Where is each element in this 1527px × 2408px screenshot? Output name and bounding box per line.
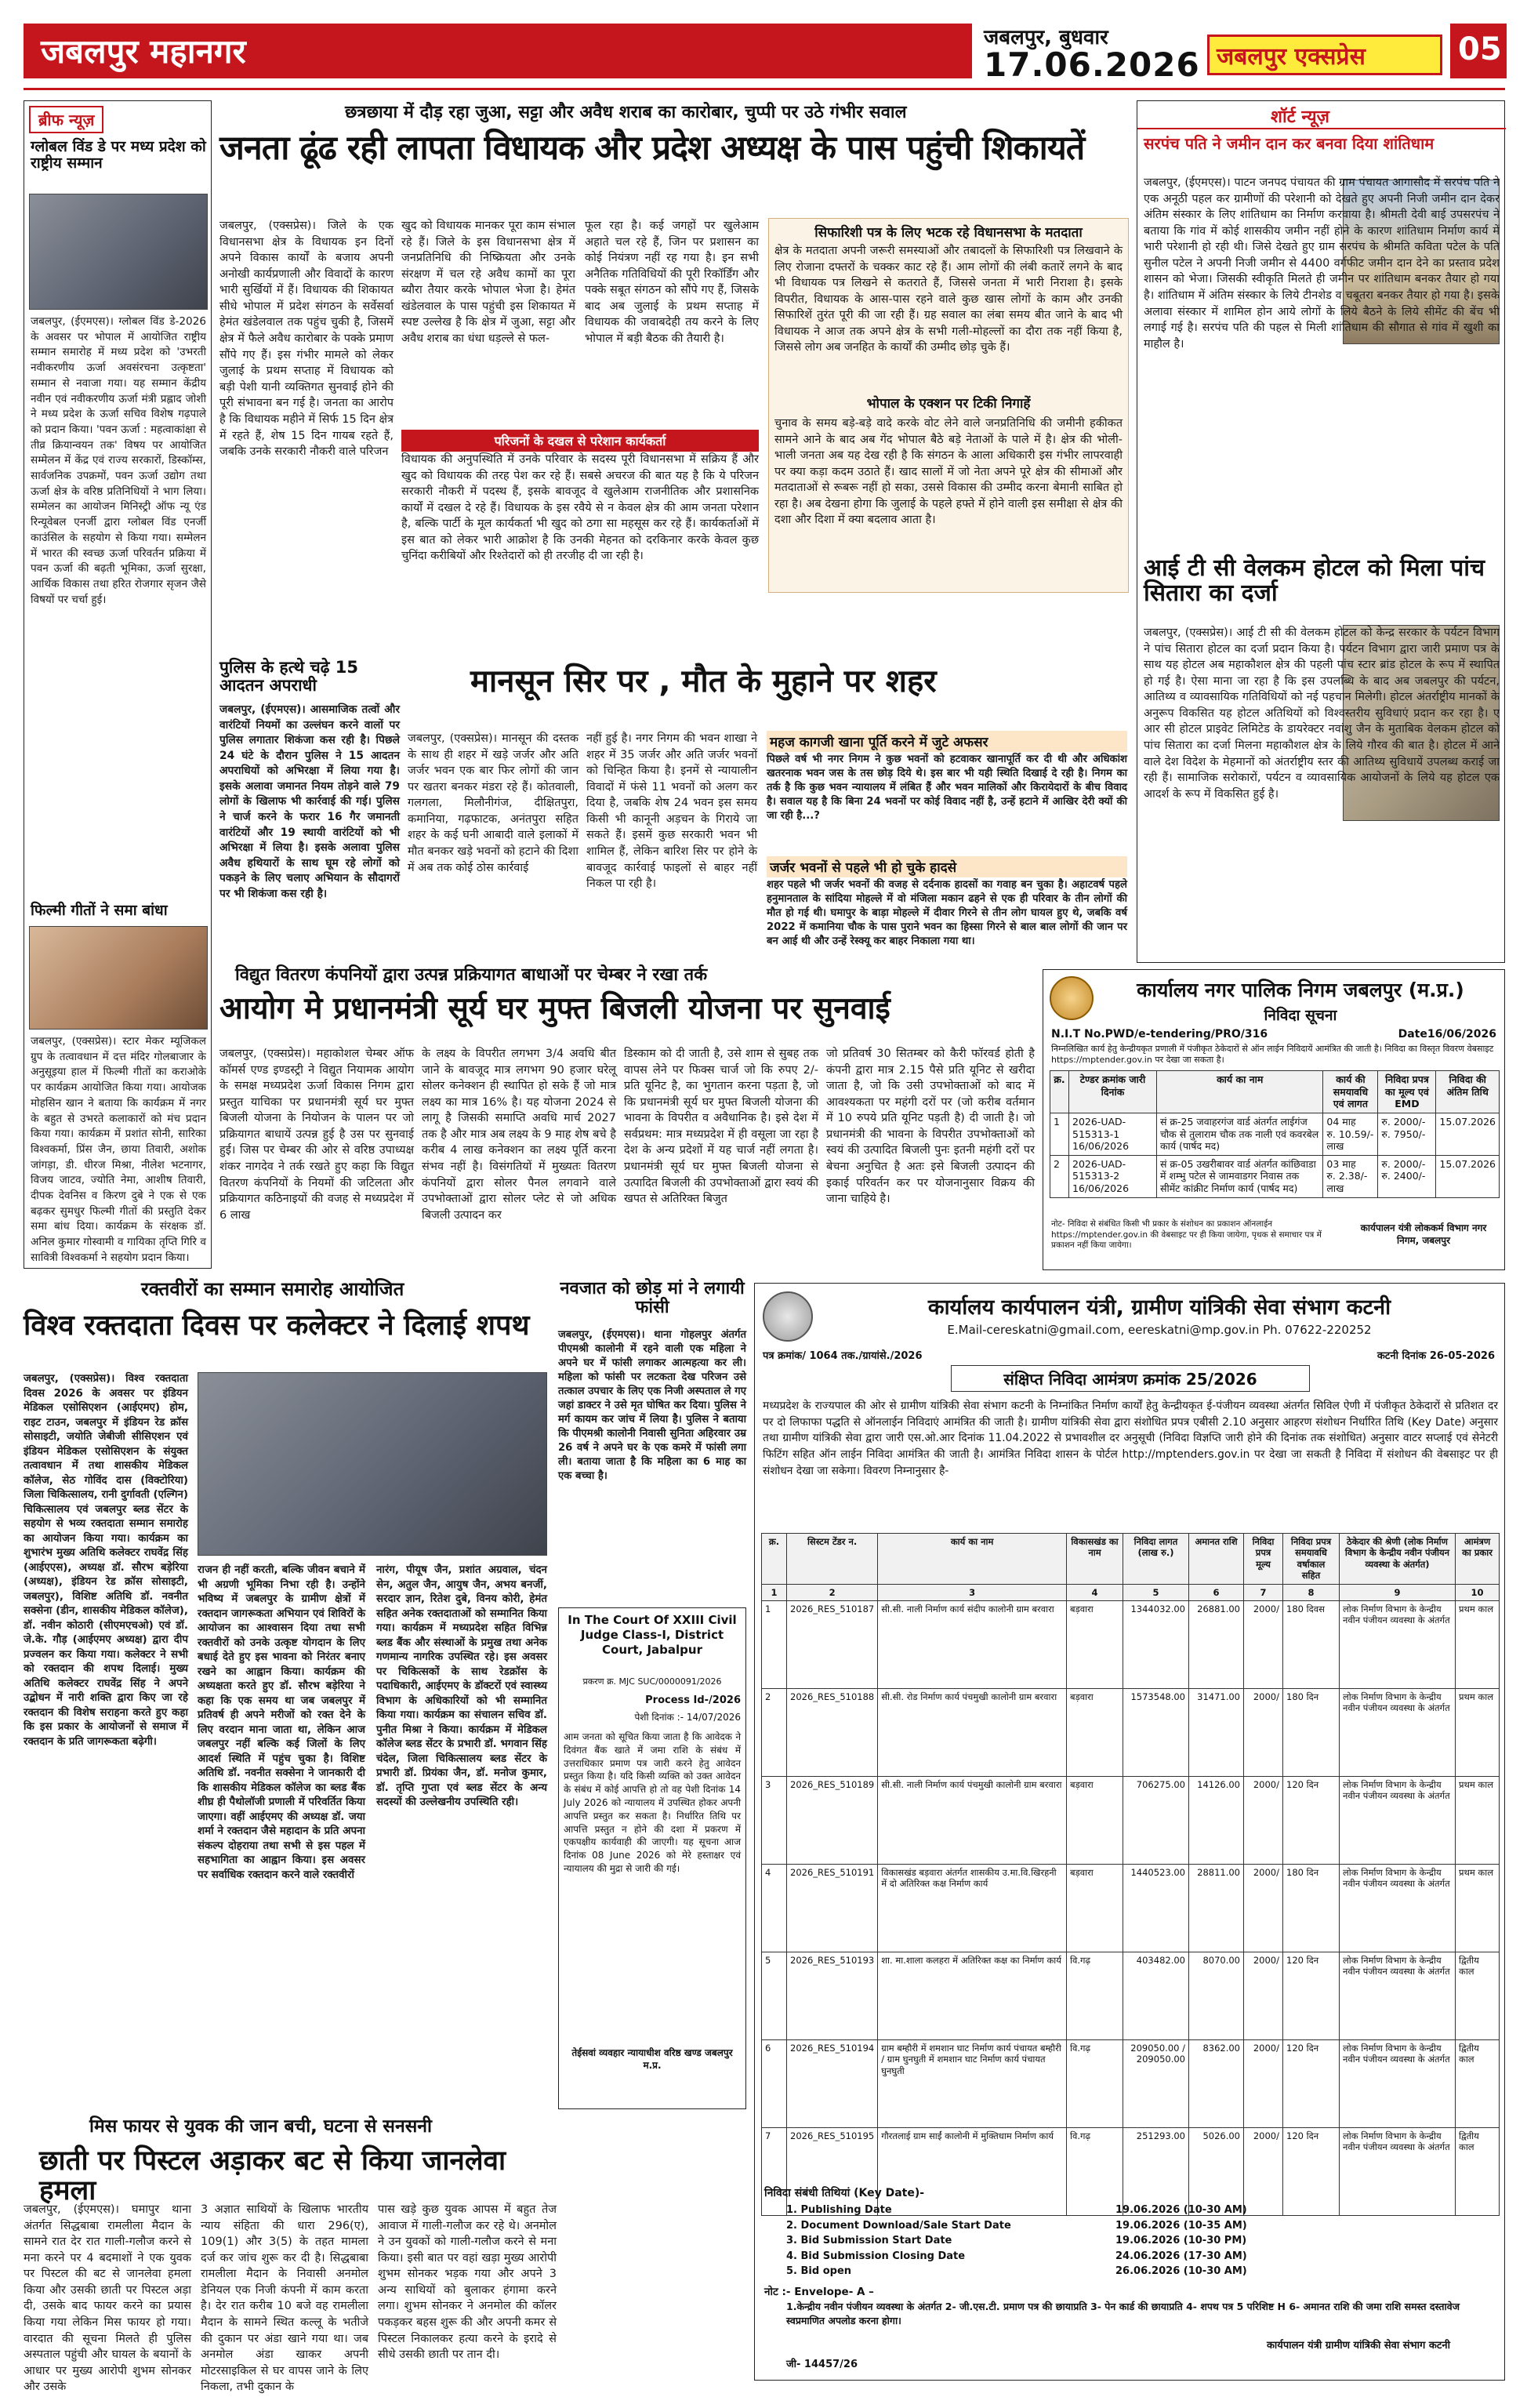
lead-headline: जनता ढूंढ रही लापता विधायक और प्रदेश अध्यक्ष के पास पहुंची शिकायतें [219, 129, 1085, 168]
tender2-logo [763, 1291, 813, 1342]
pistol-col-1: जबलपुर, (ईएमएस)। घमापुर थाना अंतर्गत सिद्धबाबा रामलीला मैदान के सामने रात देर रात गाली-गलौज करने से मना करने पर 4 बदमाशों ने एक युवक पर पिस्टल की बट से जानलेवा हमला किया और उसकी छाती पर पिस्टल अड़ा दी, उसके बाद फायर करने का प्रयास किया गया लेकिन मिस फायर हो गया। वारदात की सूचना मिलते ही पुलिस अस्पताल पहुंची और घायल के बयानों के आधार पर मुख्य आरोपी शुभम सोनकर और उसके [24, 2203, 191, 2394]
blood-kicker: रक्तवीरों का सम्मान समारोह आयोजित [141, 1278, 404, 1300]
t2-cell-cost: 1573548.00 [1123, 1688, 1189, 1776]
t1-r2-fee: रु. 2000/- [1381, 1157, 1426, 1170]
keydate-row [786, 2264, 1288, 2279]
city-day: जबलपुर, बुधवार [984, 26, 1108, 49]
section-title: जबलपुर महानगर [41, 32, 246, 71]
tender1-office: कार्यालय नगर पालिक निगम जबलपुर (म.प्र.) [1137, 979, 1464, 1001]
lead-col-1: जबलपुर, (एक्सप्रेस)। जिले के एक विधानसभा क्षेत्र के विधायक इन दिनों अपने विकास कार्यों के बजाय अपनी अनोखी कार्यप्रणाली और विवादों के कारण भारी सुर्खियों में हैं। विधायक की शिकायत सीधे भोपाल में प्रदेश संगठन के सर्वेसर्वा हेमंत खंडेलवाल तक पहुंच चुकी है, जिसमें क्षेत्र में फैले अवैध कारोबार के पक्के प्रमाण सौंपे गए हैं। इस गंभीर मामले को लेकर जुलाई के प्रथम सप्ताह में विधायक को बड़ी पेशी यानी व्यक्तिगत सुनवाई होने की पूरी संभावना बन गई है। जनता का आरोप है कि विधायक महीने में सिर्फ 15 दिन क्षेत्र में रहते हैं, शेष 15 दिन गायब रहते हैं, जबकि उनके सरकारी नौकरी वाले परिजन [219, 220, 394, 459]
brief-1-headline: ग्लोबल विंड डे पर मध्य प्रदेश को राष्ट्रीय सम्मान [31, 138, 206, 172]
table-row [762, 1864, 1500, 1952]
t2-cell-block: वि.गढ़ [1067, 2127, 1123, 2215]
short-column [1137, 100, 1505, 963]
lead-sub-1: परिजनों के दखल से परेशान कार्यकर्ता [401, 430, 759, 452]
tender1-note: नोट- निविदा से संबंधित किसी भी प्रकार के संशोधन का प्रकाशन ऑनलाईन https://mptender.gov.in की वेबसाइट पर ही किया जायेगा, पृथक से समाचार पत्र में प्रकाशन नहीं किया जायेगा। [1051, 1219, 1322, 1251]
t2-cell-no: 7 [762, 2127, 787, 2215]
lead-sub-1-body: विधायक की अनुपस्थिति में उनके परिवार के सदस्य पूरी विधानसभा में सक्रिय हैं और खुद को विधायक की तरह पेश कर रहे हैं। सबसे अचरज की बात यह है कि ये परिजन सरकारी नौकरी में पदस्थ हैं, इसके बावजूद वे खुलेआम राजनीतिक और प्रशासनिक कार्यों में दखल दे रहे हैं। विधायक के इस रवैये से न केवल क्षेत्र की आम जनता परेशान है, बल्कि पार्टी के मूल कार्यकर्ता भी खुद को ठगा सा महसूस कर रहे हैं। कार्यकर्ताओं में इस बात को लेकर भारी आक्रोश है कि उनकी मेहनत को दरकिनार करके केवल कुछ चुनिंदा करीबियों और रिश्तेदारों को ही तरजीह दी जा रही है। [401, 453, 759, 563]
t1-r2-no: 2 [1050, 1155, 1069, 1197]
t2-cell-emd: 8070.00 [1189, 1952, 1244, 2039]
keydate-value: 19.06.2026 (10-30 AM) [1115, 2204, 1247, 2216]
t1-h-id: टेण्डर क्रमांक जारी दिनांक [1069, 1071, 1157, 1113]
t2-cell-cost: 251293.00 [1123, 2127, 1189, 2215]
t2-cell-type: द्वितीय काल [1456, 2127, 1500, 2215]
t2-cell-cat: लोक निर्माण विभाग के केन्द्रीय नवीन पंजीयन व्यवस्था के अंतर्गत [1340, 1776, 1456, 1864]
lead-col-2: खुद को विधायक मानकर पूरा काम संभाल रहे हैं। जिले के इस विधानसभा क्षेत्र में जनप्रतिनिधि की निष्क्रियता और उनके संरक्षण में चल रहे अवैध कामों का पूरा ब्यौरा तैयार करके भोपाल भेजा है। हेमंत खंडेलवाल के पास पहुंची इस शिकायत में स्पष्ट उल्लेख है कि क्षेत्र में जुआ, सट्टा और अवैध शराब का धंधा धड़ल्ले से फल- [401, 220, 575, 346]
t2-cell-emd: 26881.00 [1189, 1600, 1244, 1688]
solar-story [219, 966, 1035, 1270]
t1-r1-last: 15.07.2026 [1436, 1113, 1500, 1155]
ceremony-photo [198, 1372, 547, 1556]
monsoon-headline: मानसून सिर पर , मौत के मुहाने पर शहर [470, 663, 937, 699]
t2-cell-type: प्रथम काल [1456, 1776, 1500, 1864]
blood-headline: विश्व रक्तदाता दिवस पर कलेक्टर ने दिलाई शपथ [24, 1309, 530, 1342]
pistol-col-2: 3 अज्ञात साथियों के खिलाफ भारतीय न्याय संहिता की धारा 296(ए), 109(1) और 3(5) के तहत मामला दर्ज कर जांच शुरू कर दी है। सिद्धबाबा रामलीला मैदान के निवासी अनमोल डेनियल एक निजी कंपनी में काम करता है। देर रात करीब 10 बजे वह रामलीला मैदान के सामने स्थित कल्लू के भतीजे की दुकान पर अंडा खाने गया था। जब अनमोल अंडा खाकर अपनी मोटरसाइकिल से घर वापस जाने के लिए निकला, तभी दुकान के [201, 2203, 368, 2394]
t2-cell-work: सी.सी. रोड निर्माण कार्य पंचमुखी कालोनी ग्राम बरवारा [878, 1688, 1067, 1776]
t2-cell-id: 2026_RES_510193 [787, 1952, 878, 2039]
tender1-title: निविदा सूचना [1264, 1007, 1337, 1024]
t1-r1-id-cell [1069, 1113, 1157, 1155]
solar-col-3: डिस्काम को दी जाती है, उसे शाम से सुबह तक वापस लेने पर फिक्स चार्ज जो कि रुपए 2/- प्रति यूनिट है, का भुगतान करना पड़ता है, जो कि प्रधानमंत्री सूर्य घर मुफ्त बिजली योजना की भावना के विपरीत व अवैधानिक है। इसे देश में सर्वप्रथम: मात्र मध्यप्रदेश में ही वसूला जा रहा है देश के अन्य प्रदेशों में यह चार्ज नहीं लगता है। प्रधानमंत्री सूर्य घर मुफ्त बिजली योजना से उत्पादित बिजली की उपभोक्ताओं द्वारा स्वयं की खपत से अतिरिक्त बिजुत [624, 1048, 818, 1206]
t1-r1-id: 2026-UAD-515313-1 [1072, 1115, 1126, 1140]
t1-r2-period-cell [1323, 1155, 1378, 1197]
t2-h-emd: अमानत राशि [1189, 1534, 1244, 1585]
keydate-row [786, 2233, 1288, 2249]
t1-r2-id: 2026-UAD-515313-2 [1072, 1157, 1126, 1182]
monsoon-col-2: नहीं हुई है। नगर निगम की भवन शाखा ने शहर में 35 जर्जर और अति जर्जर भवनों को चिन्हित किया है। इनमें से न्यायालीन विवादों में फंसे 11 भवनों को अलग कर दिया है, जबकि शेष 24 भवन इस समय किसी भी कानूनी अड़चन के गिराये जा सकते हैं। इसमें कुछ सरकारी भवन भी शामिल हैं, लेकिन बारिश सिर पर होने के बावजूद कार्रवाई फाइलों से बाहर नहीं निकल पा रही है। [586, 732, 757, 891]
t2-h-id: सिस्टम टेंडर न. [787, 1534, 878, 1585]
keydate-row [786, 2218, 1288, 2234]
keydate-label: 5. Bid open [786, 2265, 852, 2277]
award-photo [29, 194, 208, 310]
t2-cell-fee: 2000/ [1244, 1600, 1283, 1688]
court-body: आम जनता को सूचित किया जाता है कि आवेदक ने दिवंगत बैंक खाते में जमा राशि के संबंध में उत्तराधिकार प्रमाण पत्र जारी करने हेतु आवेदन प्रस्तुत किया है। यदि किसी व्यक्ति को उक्त आवेदन के संबंध में कोई आपत्ति हो तो वह पेशी दिनांक 14 July 2026 को न्यायालय में उपस्थित होकर अपनी आपत्ति प्रस्तुत कर सकता है। निर्धारित तिथि पर आपत्ति प्रस्तुत न होने की दशा में प्रकरण में एकपक्षीय कार्यवाही की जाएगी। यह सूचना आज दिनांक 08 June 2026 को मेरे हस्ताक्षर एवं न्यायालय की मुद्रा से जारी की गई। [564, 1731, 741, 1874]
short-2-headline: आई टी सी वेलकम होटल को मिला पांच सितारा का दर्जा [1144, 554, 1485, 608]
pistol-story [24, 2116, 557, 2394]
monsoon-story [408, 659, 1129, 961]
t1-r1-cost: रु. 10.59/-लाख [1326, 1128, 1374, 1153]
tender2-mail: E.Mail-cereskatni@gmail.com, eereskatni@mp.gov.in Ph. 07622-220252 [947, 1323, 1372, 1337]
t2-cell-cat: लोक निर्माण विभाग के केन्द्रीय नवीन पंजीयन व्यवस्था के अंतर्गत [1340, 1952, 1456, 2039]
tender2-table-body [762, 1600, 1500, 2215]
short-2-body: जबलपुर, (एक्सप्रेस)। आई टी सी की वेलकम होटल को केन्द्र सरकार के पर्यटन विभाग ने पांच सितारा होटल का दर्जा प्रदान किया है। पर्यटन विभाग द्वारा जारी प्रमाण पत्र के साथ यह होटल अब महाकौशल क्षेत्र की पहली पांच स्टार ब्रांड होटल के रूप में स्थापित हो गई है। ऐसा माना जा रहा है कि इस उपलब्धि के बाद अब जबलपुर की पर्यटन, आतिथ्य व व्यावसायिक गतिविधियों को नई पहचान मिलेगी। होटल अंतर्राष्ट्रीय मानकों के अनुरूप विकसित यह होटल अतिथियों को विश्वस्तरीय सुविधाएं प्रदान कर रहा है। ए आर सी होटल प्राइवेट लिमिटेड के डायरेक्टर नवांशु जैन के मुताबिक वेलकम होटल को पांच सितारा का दर्जा मिलना महाकौशल क्षेत्र के लिये गौरव की बात है। होटल में आने वाले देश विदेश के मेहमानों को अंतर्राष्ट्रीय स्तर की आतिथ्य सुविधायें उपलब्ध कराई जा रही हैं। सामाजिक सरोकारों, पर्यटन व व्यावसायिक आयोजनों के लिये यह होटल एक आदर्श के रूप में विकसित हुई है। [1144, 627, 1500, 801]
t2-c3: 3 [878, 1584, 1067, 1600]
t2-h-type: आमंत्रण का प्रकार [1456, 1534, 1500, 1585]
tender1-table [1050, 1070, 1500, 1198]
solar-col-2: के लक्ष्य के विपरीत लगभग 3/4 अवधि बीत जाने के बावजूद मात्र लगभग 90 हजार घरेलू सोलर कनेक्शन ही स्थापित हो सके हैं जो मात्र लक्ष्य का मात्र 16% है। यह योजना 2024 से लागू है जिसकी समाप्ति अवधि मार्च 2027 तक है और मात्र अब लक्ष्य के 9 माह शेष बचे है करीब 4 लाख कनेक्शन का लक्ष्य पूर्ति करना संभव नहीं है। विसंगतियों में मुख्यतः वितरण कंपनियों द्वारा सोलर पैनल लगवाने वाले उपभोक्ताओं द्वारा सोलर प्लेट से जो अधिक बिजली उत्पादन कर [422, 1048, 616, 1222]
t2-cell-cost: 403482.00 [1123, 1952, 1189, 2039]
t1-r2-fee-cell [1378, 1155, 1436, 1197]
t1-r1-emd: रु. 7950/- [1381, 1128, 1426, 1140]
t2-cell-work: विकासखंड बड़वारा अंतर्गत शासकीय उ.मा.वि.खिरहनी में दो अतिरिक्त कक्ष निर्माण कार्य [878, 1864, 1067, 1952]
keydate-value: 26.06.2026 (10-30 AM) [1115, 2265, 1247, 2277]
t2-h-cat: ठेकेदार की श्रेणी (लोक निर्माण विभाग के केन्द्रीय नवीन पंजीयन व्यवस्था के अंतर्गत) [1340, 1534, 1456, 1585]
issue-date: 17.06.2026 [984, 45, 1200, 84]
t1-h-no: क्र. [1050, 1071, 1069, 1113]
monsoon-col-1: जबलपुर, (एक्सप्रेस)। मानसून की दस्तक के साथ ही शहर में खड़े जर्जर और अति जर्जर भवन एक बार फिर लोगों की जान पर खतरा बनकर मंडरा रहे हैं। कोतवाली, गलगला, मिलौनीगंज, दीक्षितपुरा, कमानिया, गढ़फाटक, अनंतपुरा सहित शहर के कई घनी आबादी वाले इलाकों में मौत बनकर खड़े भवनों को हटाने की दिशा में अब तक कोई ठोस कार्रवाई [408, 732, 579, 874]
tender2-note-title: नोट :- Envelope- A – [764, 2286, 874, 2298]
court-process: Process Id-/2026 [645, 1694, 741, 1706]
t1-h-last: निविदा की अंतिम तिथि [1436, 1071, 1500, 1113]
tender1-date: Date16/06/2026 [1398, 1028, 1496, 1041]
tender1-sign: कार्यपालन यंत्री लोककर्म विभाग नगर निगम, जबलपुर [1360, 1222, 1487, 1246]
t1-r2-work: सं क्र-05 उखरीबावर वार्ड अंतर्गत कांछिवाडा में शम्भु पटेल से जामवाडगर निवास तक सीमेंट कांक्रीट निर्माण कार्य (पार्षद मद) [1157, 1155, 1323, 1197]
keydate-value: 19.06.2026 (10-35 AM) [1115, 2219, 1247, 2232]
t2-cell-no: 1 [762, 1600, 787, 1688]
t2-cell-type: प्रथम काल [1456, 1688, 1500, 1776]
masthead-rule [24, 88, 1505, 90]
table-row [762, 2039, 1500, 2127]
t2-cell-block: बड़वारा [1067, 1600, 1123, 1688]
t1-h-work: कार्य का नाम [1157, 1071, 1323, 1113]
nawjat-headline: नवजात को छोड़ मां ने लगायी फांसी [560, 1279, 745, 1317]
table-row [762, 1952, 1500, 2039]
t2-h-work: कार्य का नाम [878, 1534, 1067, 1585]
brief-label: ब्रीफ न्यूज़ [29, 106, 103, 133]
t2-cell-work: शा. मा.शाला कलहरा में अतिरिक्त कक्ष का निर्माण कार्य [878, 1952, 1067, 2039]
t2-cell-fee: 2000/ [1244, 2127, 1283, 2215]
t2-c4: 4 [1067, 1584, 1123, 1600]
lead-col-3: फूल रहा है। कई जगहों पर खुलेआम अहाते चल रहे हैं, जिन पर प्रशासन का कोई नियंत्रण नहीं रह गया है। इन सभी अनैतिक गतिविधियों की पूरी रिकॉर्डिंग और पक्के सबूत संगठन को सौंपे गए हैं, जिसके बाद अब जुलाई के प्रथम सप्ताह में विधायक की जवाबदेही तय करने के लिए भोपाल में बड़ी बैठक की तैयारी है। [585, 220, 759, 346]
table-row [1050, 1155, 1500, 1197]
police-story [219, 659, 400, 964]
police-headline: पुलिस के हत्थे चढ़े 15 आदतन अपराधी [219, 658, 359, 695]
blood-col-1: जबलपुर, (एक्सप्रेस)। विश्व रक्तदाता दिवस 2026 के अवसर पर इंडियन मेडिकल एसोसिएशन (आईएमए) होम, राइट टाउन, जबलपुर में इंडियन रेड क्रॉस सोसाइटी, जयोति जेबीजी सीसिएशन एवं इंडियन मेडिकल एसोसिएशन के संयुक्त तत्वावधान में तथा शासकीय मेडिकल कॉलेज, सेठ गोविंद दास (विक्टोरिया) जिला चिकित्सालय, रानी दुर्गावती (एल्गिन) चिकित्सालय एवं जबलपुर ब्लड सेंटर के सहयोग से भव्य रक्तदाता सम्मान समारोह का आयोजन किया गया। कार्यक्रम का शुभारंभ मुख्य अतिथि कलेक्टर राघवेंद्र सिंह (आईएएस), अध्यक्ष डॉ. सौरभ बड़ेरिया (अध्यक्ष), इंडियन रेड क्रॉस सोसाइटी, जबलपुर), विशिष्ट अतिथि डॉ. नवनीत सक्सेना (डीन, शासकीय मेडिकल कॉलेज), डॉ. नवीन कोठारी (सीएमएचओ) एवं डॉ. जे.के. गौड़ (आईएमए अध्यक्ष) द्वारा दीप प्रज्वलन कर किया गया। कलेक्टर ने सभी को रक्तदान की शपथ दिलाई। मुख्य अतिथि कलेक्टर राघवेंद्र सिंह ने अपने उद्बोधन में नारी शक्ति द्वारा किए जा रहे रक्तदान की विशेष सराहना करते हुए कहा कि इस प्रकार के आयोजनों से समाज में रक्तदान के प्रति जागरूकता बढ़ेगी। [24, 1373, 188, 1748]
table-col-numbers [762, 1584, 1500, 1600]
t2-cell-cost: 209050.00 / 209050.00 [1123, 2039, 1189, 2127]
t2-cell-type: प्रथम काल [1456, 1864, 1500, 1952]
t2-h-block: विकासखंड का नाम [1067, 1534, 1123, 1585]
lead-story [219, 100, 1129, 649]
tender-nagar-nigam [1043, 969, 1505, 1270]
tender2-ref-left: पत्र क्रमांक/ 1064 तक./ग्रायांसे./2026 [763, 1350, 923, 1362]
tender2-sign: कार्यपालन यंत्री ग्रामीण यांत्रिकी सेवा संभाग कटनी [1266, 2340, 1451, 2352]
t2-cell-cost: 1344032.00 [1123, 1600, 1189, 1688]
court-notice [558, 1607, 746, 2109]
t2-cell-cat: लोक निर्माण विभाग के केन्द्रीय नवीन पंजीयन व्यवस्था के अंतर्गत [1340, 2127, 1456, 2215]
brief-column [24, 100, 212, 1269]
keydate-row [786, 2249, 1288, 2265]
t2-cell-type: द्वितीय काल [1456, 2039, 1500, 2127]
t2-c2: 2 [787, 1584, 878, 1600]
t2-c8: 8 [1283, 1584, 1340, 1600]
t1-h-fee: निविदा प्रपत्र का मूल्य एवं EMD [1378, 1071, 1436, 1113]
pistol-kicker: मिस फायर से युवक की जान बची, घटना से सनसनी [89, 2116, 432, 2137]
t1-r1-work: सं क्र-25 जवाहरगंज वार्ड अंतर्गत लाईगंज चौक से तुलाराम चौक तक नाली एवं कवरबेल कार्य (पार्षद मद) [1157, 1113, 1323, 1155]
tender2-ref: जी- 14457/26 [786, 2359, 858, 2370]
t2-cell-days: 120 दिन [1283, 1776, 1340, 1864]
t2-cell-block: वि.गढ़ [1067, 2039, 1123, 2127]
t2-cell-days: 120 दिन [1283, 2127, 1340, 2215]
paper-name: जबलपुर एक्सप्रेस [1217, 43, 1366, 71]
t2-cell-type: प्रथम काल [1456, 1600, 1500, 1688]
solar-kicker: विद्युत वितरण कंपनियों द्वारा उत्पन्न प्रक्रियागत बाधाओं पर चेम्बर ने रखा तर्क [235, 965, 708, 985]
solar-col-4: जो प्रतिवर्ष 30 सितम्बर को कैरी फॉरवर्ड होती है कंपनी द्वारा मात्र 2.15 पैसे प्रति यूनिट से खरीदा जाता है, जो कि उसी उपभोक्ताओं को बाद में आवश्यकता पर महंगी दरों पर (जो करीब वर्तमान में 10 रुपये प्रति यूनिट पड़ती है) दी जाती है। जो प्रधानमंत्री की भावना के विपरीत उपभोक्ताओं को स्वयं की उत्पादित बिजली पुनः इतनी महंगी दरों पर बेचना अनुचित है अतः इसे बिजली उत्पादन की इकाई परिवर्तन कर पर योजनानुसार विक्रय की जाना चाहिये है। [826, 1048, 1035, 1206]
t1-r2-date: 16/06/2026 [1072, 1182, 1130, 1194]
tender1-logo [1050, 976, 1094, 1020]
t2-cell-fee: 2000/ [1244, 1864, 1283, 1952]
tender2-title: संक्षिप्त निविदा आमंत्रण क्रमांक 25/2026 [1003, 1370, 1257, 1389]
solar-headline: आयोग मे प्रधानमंत्री सूर्य घर मुफ्त बिजली योजना पर सुनवाई [219, 991, 890, 1026]
t2-cell-work: सी.सी. नाली निर्माण कार्य संदीप कालोनी ग्राम बरवारा [878, 1600, 1067, 1688]
lead-sub-3: भोपाल के एक्शन पर टिकी निगाहें [866, 396, 1031, 412]
court-date: पेशी दिनांक :- 14/07/2026 [634, 1712, 741, 1723]
t1-r2-last: 15.07.2026 [1436, 1155, 1500, 1197]
table-row [762, 1688, 1500, 1776]
short-label: शॉर्ट न्यूज़ [1271, 107, 1329, 127]
lead-sub-3-body: चुनाव के समय बड़े-बड़े वादे करके वोट लेने वाले जनप्रतिनिधि की जमीनी हकीकत सामने आने के बाद अब गेंद भोपाल बैठे बड़े नेताओं के पाले में है। क्षेत्र की भोली-भाली जनता अब यह देख रही है कि संगठन के आला अधिकारी इस गंभीर लापरवाही पर क्या कड़ा कदम उठाते हैं। खाद सालों में जो नेता अपने पूरे क्षेत्र की सीमाओं और मतदाताओं से रूबरू नहीं हो सका, उससे विकास की उम्मीद करना बेमानी साबित हो रहा है। अब देखना होगा कि जुलाई के पहले हफ्ते में होने वाली इस समीक्षा से क्षेत्र की दशा और दिशा में क्या बदलाव आता है। [774, 417, 1123, 527]
masthead [0, 0, 1527, 93]
t2-cell-days: 180 दिन [1283, 1864, 1340, 1952]
monsoon-sub-2: जर्जर भवनों से पहले भी हो चुके हादसे [767, 856, 1127, 877]
tender2-keydates [786, 2203, 1288, 2279]
t2-cell-days: 120 दिन [1283, 1952, 1340, 2039]
t2-cell-no: 6 [762, 2039, 787, 2127]
keydate-label: 1. Publishing Date [786, 2204, 892, 2216]
t2-cell-fee: 2000/ [1244, 1952, 1283, 2039]
t2-c7: 7 [1244, 1584, 1283, 1600]
court-head: In The Court Of XXIII Civil Judge Class-I, District Court, Jabalpur [568, 1613, 737, 1657]
t2-cell-block: वि.गढ़ [1067, 1952, 1123, 2039]
t2-cell-fee: 2000/ [1244, 1776, 1283, 1864]
t2-cell-no: 5 [762, 1952, 787, 2039]
t2-cell-fee: 2000/ [1244, 1688, 1283, 1776]
t1-r1-period-cell [1323, 1113, 1378, 1155]
t1-r1-no: 1 [1050, 1113, 1069, 1155]
t2-cell-cost: 1440523.00 [1123, 1864, 1189, 1952]
t1-h-period: कार्य की समयावधि एवं लागत [1323, 1071, 1378, 1113]
monsoon-sub-1: महज कागजी खाना पूर्ति करने में जुटे अफसर [767, 731, 1127, 752]
t2-cell-emd: 31471.00 [1189, 1688, 1244, 1776]
t1-r1-fee-cell [1378, 1113, 1436, 1155]
t2-cell-block: बड़वारा [1067, 1688, 1123, 1776]
t2-cell-fee: 2000/ [1244, 2039, 1283, 2127]
solar-col-1: जबलपुर, (एक्सप्रेस)। महाकोशल चेम्बर ऑफ कॉमर्स एण्ड इण्डस्ट्री ने विद्युत नियामक आयोग के समक्ष मध्यप्रदेश ऊर्जा विकास निगम द्वारा प्रस्तुत याचिका पर प्रधानमंत्री सूर्य घर मुफ्त बिजली योजना के नियोजन के पालन पर जो प्रक्रियागत बाधायें उत्पन्न हुई है उस पर सुनवाई हुई। जिस पर चेम्बर की ओर से वरिष्ठ उपाध्यक्ष शंकर नागदेव ने तर्क रखते हुए कहा कि विद्युत वितरण कंपनियों के नियमों की जटिलता और प्रक्रियागत कठिनाइयों की वजह से मध्यप्रदेश में 6 लाख [219, 1048, 414, 1222]
t2-cell-id: 2026_RES_510189 [787, 1776, 878, 1864]
t2-cell-block: बड़वारा [1067, 1864, 1123, 1952]
table-row [762, 1600, 1500, 1688]
police-body: जबलपुर, (ईएमएस)। आसमाजिक तत्वों और वारंटियों नियमों का उल्लंघन करने वालों पर पुलिस लगातार शिकंजा कस रही है। पिछले 24 घंटे के दौरान पुलिस ने 15 आदतन अपराधियों को अभिरक्षा में लिया गया है। इसके अलावा जमानत नियम तोड़ने वाले 79 लोगों के खिलाफ भी कार्रवाई की गई। पुलिस ने चार्ज करने के फरार 16 गैर जमानती वारंटियों और 19 स्थायी वारंटियों को भी अभिरक्षा में लिया है। इसके अलावा पुलिस अवैध हथियारों के साथ घूम रहे लोगों को पकड़ने के लिए चलाए अभियान के सौदागरों पर भी शिकंजा कस रही है। [219, 703, 400, 900]
blood-col-2: राजन ही नहीं करती, बल्कि जीवन बचाने में भी अग्रणी भूमिका निभा रही है। उन्होंने भविष्य में जबलपुर के ग्रामीण क्षेत्रों में रक्तदान जागरूकता अभियान एवं शिविरों के आयोजन का आश्वासन दिया तथा सभी रक्तवीरों को उनके उत्कृष्ट योगदान के लिए बधाई देते हुए इस भावना को निरंतर बनाए रखने का आह्वान किया। कार्यक्रम की अध्यक्षता करते हुए डॉ. सौरभ बड़ेरिया ने कहा कि एक समय था जब जबलपुर में प्रतिवर्ष ही अपने मरीजों को रक्त देने के लिए वरदान माना जाता था, लेकिन आज जबलपुर नहीं बल्कि कई जिलों के लिए आदर्श स्थिति में पहुंच चुका है। विशिष्ट अतिथि डॉ. नवनीत सक्सेना ने जानकारी दी कि शासकीय मेडिकल कॉलेज का ब्लड बैंक शीघ्र ही पैथोलॉजी प्रणाली में परिवर्तित किया जाएगा। वहीं आईएमए की अध्यक्ष डॉ. जया शर्मा ने रक्तदान जैसे महादान के प्रति अपना संकल्प दोहराया तथा सभी से इस पहल में सहभागिता का आह्वान किया। इस अवसर पर सर्वाधिक रक्तदान करने वाले रक्तवीरों [198, 1564, 365, 1881]
t1-r2-emd: रु. 2400/- [1381, 1170, 1426, 1182]
t2-h-cost: निविदा लागत (लाख रु.) [1123, 1534, 1189, 1585]
short-1-body: जबलपुर, (ईएमएस)। पाटन जनपद पंचायत की ग्राम पंचायत आगासौद में सरपंच पति ने एक अनूठी पहल कर ग्रामीणों की परेशानी को देखते हुए अपनी निजी जमीन दान देकर अंतिम संस्कार के लिए शांतिधाम का निर्माण करवाया है। श्रीमती देवी बाई उपसरपंच ने बताया कि गांव में कोई शासकीय जमीन नहीं होने के कारण शांतिधाम निर्माण कार्य में भारी परेशानी हो रही थी। जिसे देखते हुए ग्राम सरपंच के श्रीमति कविता पटेल के पति सुनील पटेल ने अपनी निजी जमीन से 4400 वर्गफीट जमीन दान देने का प्रस्ताव प्रदेश शासन को भेजा। जिसकी स्वीकृति मिलते ही जमीन पर शांतिधाम बनकर तैयार हो गया है। शांतिधाम में अंतिम संस्कार के लिये टीनशेड व चबूतरा बनकर तैयार हो गया है। इसके अलावा संस्कार में शामिल होन आये लोगों के लिये बैठने के लिये सीमेंट की बेंच भी लगाई गई है। सरपंच पति की पहल से मिली शांतिधाम की सौगात से गांव में खुशी का माहौल है। [1144, 176, 1500, 350]
t2-cell-type: द्वितीय काल [1456, 1952, 1500, 2039]
t2-cell-id: 2026_RES_510188 [787, 1688, 878, 1776]
t1-r2-period: 03 माह [1326, 1157, 1356, 1170]
t2-cell-emd: 28811.00 [1189, 1864, 1244, 1952]
keydate-value: 19.06.2026 (10-30 PM) [1115, 2235, 1247, 2246]
tender2-ref-right: कटनी दिनांक 26-05-2026 [1376, 1350, 1495, 1362]
t2-c5: 5 [1123, 1584, 1189, 1600]
t1-r1-fee: रु. 2000/- [1381, 1115, 1426, 1128]
t2-cell-emd: 5026.00 [1189, 2127, 1244, 2215]
tender1-nit: N.I.T No.PWD/e-tendering/PRO/316 [1051, 1028, 1268, 1041]
t2-cell-emd: 8362.00 [1189, 2039, 1244, 2127]
t1-r2-cost: रु. 2.38/-लाख [1326, 1170, 1368, 1194]
t2-cell-id: 2026_RES_510191 [787, 1864, 878, 1952]
t2-c1: 1 [762, 1584, 787, 1600]
tender1-intro: निम्नलिखित कार्य हेतु केन्द्रीयकृत प्रणाली में पंजीकृत ठेकेदारों से ऑन लाईन निविदायें आमंत्रित की जाती है। निविदा का विस्तृत विवरण वेबसाइट https://mptender.gov.in पर देखा जा सकता है। [1051, 1044, 1494, 1066]
nawjat-story [558, 1280, 746, 1601]
tender2-intro: मध्यप्रदेश के राज्यपाल की ओर से ग्रामीण यांत्रिकी सेवा संभाग कटनी के निम्नांकित निर्माण कार्यों हेतु केन्द्रीयकृत ई-पंजीयन व्यवस्था अंतर्गत सिविल ऐणी में पंजीकृत ठेकेदारों से प्रतिशत दर पर दो लिफाफा पद्धति से ऑनलाईन निविदाएं आमंत्रित की जाती है। ग्रामीण यांत्रिकी सेवा द्वारा संशोधित प्रपत्र एबीसी 2.10 अनुसार आहरण संशोधन निर्धारित तिथि (Key Date) अनुसार तथा ग्रामीण यांत्रिकी सेवा द्वारा जारी एस.ओ.आर दिनांक 11.04.2022 से प्रभावशील दर अनुसूची (निविदा विज्ञप्ति जारी होने की दिनांक तक संशोधित) अनुसार वाटर सप्लाई एवं सेनेटरी फिटिंग सहित ऑन लाईन निविदा आमंत्रित की जाती है। आमंत्रित निविदा शासन के पोर्टल http://mptenders.gov.in पर देखा जा सकती है निविदा में संशोधन की वेबसाइट पर ही संशोधन देखा जा सकेगा। विवरण निम्नानुसार है- [763, 1400, 1498, 1477]
page-number: 05 [1458, 31, 1502, 67]
short-1-headline: सरपंच पति ने जमीन दान कर बनवा दिया शांतिधाम [1144, 134, 1435, 153]
table-row [1050, 1113, 1500, 1155]
t2-cell-days: 120 दिन [1283, 2039, 1340, 2127]
t2-cell-cat: लोक निर्माण विभाग के केन्द्रीय नवीन पंजीयन व्यवस्था के अंतर्गत [1340, 2039, 1456, 2127]
tender2-table [761, 1533, 1500, 2216]
pistol-col-3: पास खड़े कुछ युवक आपस में बहुत तेज आवाज में गाली-गलौज कर रहे थे। अनमोल ने उन युवकों को गाली-गलौज करने से मना किया। इसी बात पर वहां खड़ा मुख्य आरोपी शुभम सोनकर भड़क गया और अपने 3 अन्य साथियों को बुलाकर हंगामा करने लगा। शुभम सोनकर ने अनमोल की कॉलर पकड़कर बहस शुरू की और अपनी कमर से पिस्टल निकालकर हत्या करने के इरादे से सीधे उसकी छाती पर तान दी। [378, 2203, 557, 2362]
t2-cell-cat: लोक निर्माण विभाग के केन्द्रीय नवीन पंजीयन व्यवस्था के अंतर्गत [1340, 1864, 1456, 1952]
t2-cell-cat: लोक निर्माण विभाग के केन्द्रीय नवीन पंजीयन व्यवस्था के अंतर्गत [1340, 1600, 1456, 1688]
brief-2-body: जबलपुर, (एक्सप्रेस)। स्टार मेकर म्यूजिकल ग्रुप के तत्वावधान में दत्त मंदिर गोलबाजार के अनुसूइया हाल में फिल्मी गीतों का कराओके पर कार्यक्रम आयोजित किया गया। आयोजक मोहसिन खान ने बताया कि कार्यक्रम में नगर के बहुत से उभरते कलाकारों को मंच प्रदान किया गया। कार्यक्रम में प्रशांत सोनी, सारिका विश्वकर्मा, प्रिंस जैन, छाया तिवारी, अशोक जांगड़ा, डी. धीरज मिश्रा, नीलेश भटनागर, विजय जाटव, ज्योति नेमा, आशीष तिवारी, दीपक देवनिस व किरण दुबे ने एक से एक बढ़कर सुमधुर फिल्मी गीतों की प्रस्तुति देकर समा बांध दिया। कार्यक्रम के संरक्षक डॉ. अनिल कुमार गोस्वामी व गायिका तृप्ति गिरि व सावित्री विश्वकर्मा ने सहयोग प्रदान किया। [31, 1035, 206, 1264]
t2-cell-work: ग्राम बम्हौरी में शमशान घाट निर्माण कार्य पंचायत बम्हौरी / ग्राम घुनघुती में शमशान घाट निर्माण कार्य पंचायत घुनघुती [878, 2039, 1067, 2127]
t2-h-fee: निविदा प्रपत्र मूल्य [1244, 1534, 1283, 1585]
keydate-value: 24.06.2026 (17-30 AM) [1115, 2250, 1247, 2262]
t2-cell-emd: 14126.00 [1189, 1776, 1244, 1864]
nawjat-body: जबलपुर, (ईएमएस)। थाना गोहलपुर अंतर्गत पीएमश्री कालोनी में रहने वाली एक महिला ने अपने घर में फांसी लगाकर आत्महत्या कर ली। महिला को फांसी पर लटकता देख परिजन उसे तत्काल उपचार के लिए एक निजी अस्पताल ले गए जहां डाक्टर ने उसे मृत घोषित कर दिया। पुलिस ने मर्ग कायम कर जांच में लिया है। पुलिस ने बताया कि पीएमश्री कालोनी निवासी सुनिता अहिरवार उम्र 26 वर्ष ने अपने घर के एक कमरे में फांसी लगा ली। बताया जाता है कि महिला का 6 माह का एक बच्चा है। [558, 1329, 746, 1482]
monsoon-sub-1-body: पिछले वर्ष भी नगर निगम ने कुछ भवनों को हटवाकर खानापूर्ति कर दी थी और अधिकांश खतरनाक भवन जस के तस छोड़ दिये थे। इस बार भी यही स्थिति दिखाई दे रही है। निगम का तर्क है कि कुछ भवन न्यायालय में लंबित हैं और भवन मालिकों और किरायेदारों के बीच विवाद है। सवाल यह है कि बिना 24 भवनों पर कोई विवाद नहीं है, उन्हें हटाने में आखिर देरी क्यों की जा रही है...? [767, 754, 1127, 822]
court-sign: तेईसवां व्यवहार न्यायाधीश वरिष्ठ खण्ड जबलपुर म.प्र. [571, 2047, 733, 2071]
t2-cell-no: 3 [762, 1776, 787, 1864]
t1-r2-id-cell [1069, 1155, 1157, 1197]
lead-sub-2-body: क्षेत्र के मतदाता अपनी जरूरी समस्याओं और तबादलों के सिफारिशी पत्र लिखवाने के लिए रोजाना दफ्तरों के चक्कर काट रहे हैं। आम लोगों की लंबी कतारें लगने के बाद भी विधायक पत्र लिखने से कतराते हैं, जिससे जनता में भारी निराशा है। इसके विपरीत, विधायक के आस-पास रहने वाले कुछ खास लोगों के काम और उनकी सिफारिशें तुरंत पूरी की जा रही हैं। ग्रह सवाल का लंबा समय बीत जाने के बाद भी विधायक ने आज तक अपने क्षेत्र के सभी गली-मोहल्लों का दौरा तक नहीं किया है, जिससे लोग अब जनहित के कार्यों की उम्मीद छोड़ चुके हैं। [774, 245, 1123, 354]
lead-sub-2: सिफारिशी पत्र के लिए भटक रहे विधानसभा के मतदाता [814, 225, 1083, 241]
table-row [762, 1776, 1500, 1864]
t2-cell-id: 2026_RES_510187 [787, 1600, 878, 1688]
keydate-row [786, 2203, 1288, 2218]
tender2-note: 1.केन्द्रीय नवीन पंजीयन व्यवस्था के अंतर्गत 2- जी.एस.टी. प्रमाण पत्र की छायाप्रति 3- पेन कार्ड की छायाप्रति 4- शपथ पत्र 5 परिशिष्ट H 6- अमानत राशि की जमा राशि समस्त दस्तावेज स्वप्रमाणित अपलोड करना होगा। [786, 2301, 1460, 2326]
t2-cell-cost: 706275.00 [1123, 1776, 1189, 1864]
t2-cell-no: 4 [762, 1864, 787, 1952]
keydate-label: 3. Bid Submission Start Date [786, 2235, 952, 2246]
pistol-headline: छाती पर पिस्टल अड़ाकर बट से किया जानलेवा हमला [39, 2145, 506, 2206]
court-sub: प्रकरण क्र. MJC SUC/0000091/2026 [582, 1676, 722, 1687]
tender2-office: कार्यालय कार्यपालन यंत्री, ग्रामीण यांत्रिकी सेवा संभाग कटनी [927, 1295, 1391, 1320]
t2-cell-work: सी.सी. नाली निर्माण कार्य पंचमुखी कालोनी ग्राम बरवारा [878, 1776, 1067, 1864]
t2-cell-work: गौरतलाई ग्राम साईं कालोनी में मुक्तिधाम निर्माण कार्य [878, 2127, 1067, 2215]
keydate-label: 4. Bid Submission Closing Date [786, 2250, 966, 2262]
t2-c10: 10 [1456, 1584, 1500, 1600]
t2-c6: 6 [1189, 1584, 1244, 1600]
t2-cell-block: बड़वारा [1067, 1776, 1123, 1864]
tender-katni [754, 1283, 1505, 2381]
t2-c9: 9 [1340, 1584, 1456, 1600]
t2-h-no: क्र. [762, 1534, 787, 1585]
t1-r1-date: 16/06/2026 [1072, 1140, 1130, 1153]
brief-2-headline: फिल्मी गीतों ने समा बांधा [31, 902, 168, 919]
t2-cell-id: 2026_RES_510195 [787, 2127, 878, 2215]
brief-1-body: जबलपुर, (ईएमएस)। ग्लोबल विंड डे-2026 के अवसर पर भोपाल में आयोजित राष्ट्रीय सम्मान समारोह में मध्य प्रदेश को 'उभरती नवीकरणीय ऊर्जा अवसंरचना उत्कृष्टता' सम्मान से नवाजा गया। यह सम्मान केंद्रीय नवीन एवं नवीकरणीय ऊर्जा मंत्री प्रह्लाद जोशी ने मध्य प्रदेश के ऊर्जा सचिव विशेष गढ़पाले को प्रदान किया। 'पवन ऊर्जा : महत्वाकांक्षा से तीव्र क्रियान्वयन तक' विषय पर आयोजित सम्मेलन में केंद्र एवं राज्य सरकारों, डिस्कॉम्स, सार्वजनिक उपक्रमों, पवन ऊर्जा उद्योग तथा ऊर्जा क्षेत्र के वरिष्ठ प्रतिनिधियों ने भाग लिया। सम्मेलन का आयोजन मिनिस्ट्री ऑफ न्यू एंड रिन्यूवेबल एनर्जी द्वारा ग्लोबल विंड एनर्जी काउंसिल के सहयोग से किया गया। सम्मेलन में भारत की स्वच्छ ऊर्जा परिवर्तन प्रक्रिया में पवन ऊर्जा की बढ़ती भूमिका, ऊर्जा सुरक्षा, आर्थिक विकास तथा हरित रोजगार सृजन जैसे विषयों पर चर्चा हुई। [31, 315, 206, 606]
blood-col-3: नारंग, पीयूष जैन, प्रशांत अग्रवाल, चंदन सेन, अतुल जैन, आयुष जैन, अभय बनर्जी, सरदार ज्ञान, रितेश दुबे, विनय कोरी, हेमंत सहित अनेक रक्तदाताओं को सम्मानित किया गया। कार्यक्रम में मध्यप्रदेश सहित विभिन्न ब्लड बैंक और संस्थाओं के प्रमुख तथा अनेक गणमान्य नागरिक उपस्थित रहे। इस अवसर पर चिकित्सकों के साथ रेडक्रॉस के पदाधिकारी, आईएमए के डॉक्टरों एवं स्वास्थ्य विभाग के अधिकारियों को भी सम्मानित किया गया। कार्यक्रम का संचालन सचिव डॉ. पुनीत मिश्रा ने किया। कार्यक्रम में मेडिकल कॉलेज ब्लड सेंटर के प्रभारी डॉ. भगवान सिंह चंदेल, जिला चिकित्सालय ब्लड सेंटर के प्रभारी डॉ. प्रियंका जैन, डॉ. मनोज कुमार, डॉ. तृप्ति गुप्ता एवं ब्लड सेंटर के अन्य सदस्यों की उल्लेखनीय उपस्थिति रही। [376, 1564, 547, 1808]
t2-cell-days: 180 दिवस [1283, 1600, 1340, 1688]
t2-cell-id: 2026_RES_510194 [787, 2039, 878, 2127]
music-photo [29, 926, 208, 1030]
t2-cell-days: 180 दिन [1283, 1688, 1340, 1776]
t1-r1-period: 04 माह [1326, 1115, 1356, 1128]
keydate-label: 2. Document Download/Sale Start Date [786, 2219, 1011, 2232]
t2-cell-no: 2 [762, 1688, 787, 1776]
t2-cell-cat: लोक निर्माण विभाग के केन्द्रीय नवीन पंजीयन व्यवस्था के अंतर्गत [1340, 1688, 1456, 1776]
lead-kicker: छत्रछाया में दौड़ रहा जुआ, सट्टा और अवैध शराब का कारोबार, चुप्पी पर उठे गंभीर सवाल [345, 103, 907, 122]
t2-h-days: निविदा प्रपत्र समयावधि वर्षाकाल सहित [1283, 1534, 1340, 1585]
tender2-keydates-title: निविदा संबंधी तिथियां (Key Date)- [764, 2187, 925, 2199]
blood-story [24, 1280, 549, 2111]
monsoon-sub-2-body: शहर पहले भी जर्जर भवनों की वजह से दर्दनाक हादसों का गवाह बन चुका है। अहाटवर्ष पहले हनुमानताल के सांदिया मोहल्ले में वो मंजिला मकान ढहने से एक ही परिवार के तीन लोगों की मौत हो गई थी। घमापुर के बाड़ा मोहल्ले में दीवार गिरने से तीन लोग घायल हुए थे, जबकि वर्ष 2022 में कमानिया चौक के पास पुराने भवन का हिस्सा गिरने से बाल बाल लोगों की जान पर बन आई थी और उन्हें रेस्क्यू कर बाहर निकाला गया था। [767, 879, 1127, 947]
